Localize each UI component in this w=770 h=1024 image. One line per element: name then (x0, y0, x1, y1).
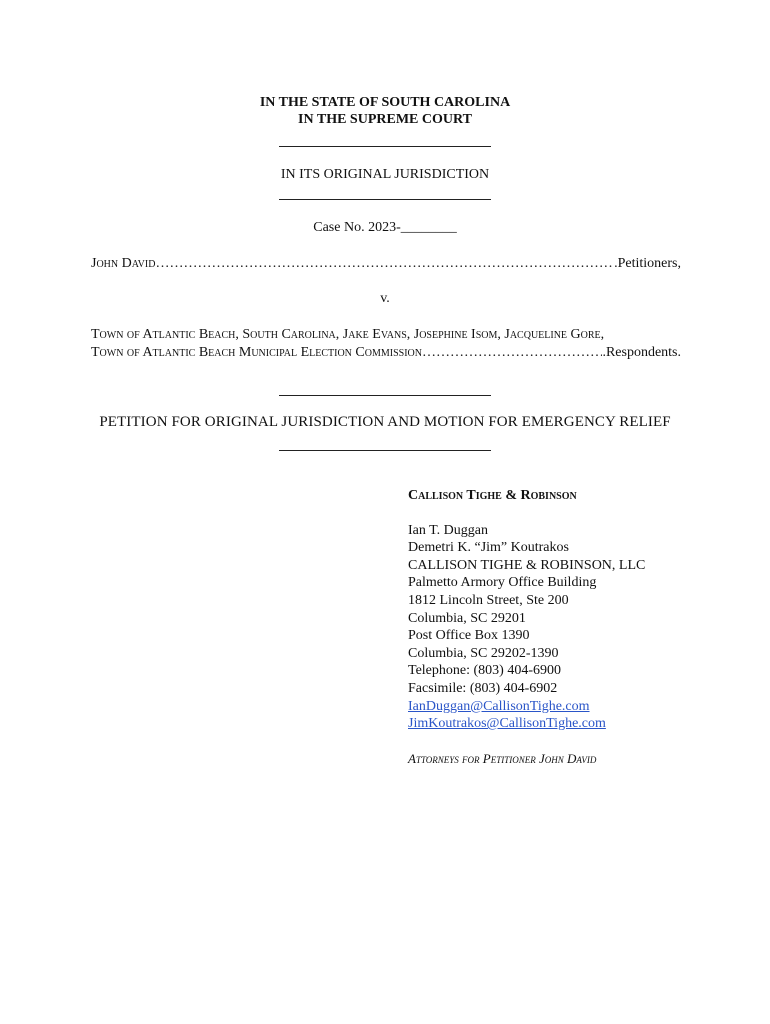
counsel-line: CALLISON TIGHE & ROBINSON, LLC (408, 557, 646, 573)
respondents-line-1: Town of Atlantic Beach, South Carolina, Jake Evans, Josephine Isom, Jacqueline Gore, (91, 327, 605, 342)
email-link-duggan[interactable]: IanDuggan@CallisonTighe.com (408, 698, 590, 714)
petitioner-line (91, 255, 681, 273)
attorneys-for: Attorneys for Petitioner John David (408, 750, 597, 766)
firm-heading: Callison Tighe & Robinson (408, 488, 577, 503)
counsel-block (408, 487, 748, 767)
email-link-koutrakos[interactable]: JimKoutrakos@CallisonTighe.com (408, 716, 606, 732)
dot-leader (155, 255, 614, 273)
counsel-line: Post Office Box 1390 (408, 628, 530, 644)
title-divider-bottom (279, 450, 491, 451)
versus: v. (380, 291, 390, 306)
respondents-role: .Respondents. (602, 345, 681, 360)
counsel-line: Telephone: (803) 404-6900 (408, 663, 561, 679)
dot-leader (422, 344, 602, 362)
petitioner-role: .Petitioners, (614, 256, 681, 271)
document-title: PETITION FOR ORIGINAL JURISDICTION AND MOTION FOR EMERGENCY RELIEF (99, 414, 671, 430)
counsel-line: 1812 Lincoln Street, Ste 200 (408, 592, 569, 608)
caption-divider-2 (279, 199, 491, 200)
counsel-line: Ian T. Duggan (408, 522, 488, 538)
respondents-name: Town of Atlantic Beach Municipal Election Commission (91, 345, 422, 360)
case-number: Case No. 2023-________ (313, 220, 457, 235)
caption-court: IN THE SUPREME COURT (298, 112, 472, 127)
petitioner-name: John David (91, 256, 156, 271)
counsel-line: Columbia, SC 29201 (408, 610, 526, 626)
counsel-line: Columbia, SC 29202-1390 (408, 645, 559, 661)
respondents-line-2 (91, 344, 681, 362)
counsel-line: Demetri K. “Jim” Koutrakos (408, 540, 569, 556)
counsel-line: Palmetto Armory Office Building (408, 575, 597, 591)
title-divider-top (279, 395, 491, 396)
counsel-line: Facsimile: (803) 404-6902 (408, 680, 558, 696)
caption-jurisdiction: IN ITS ORIGINAL JURISDICTION (280, 167, 490, 182)
caption-state: IN THE STATE OF SOUTH CAROLINA (259, 95, 511, 110)
caption-divider-1 (279, 146, 491, 147)
